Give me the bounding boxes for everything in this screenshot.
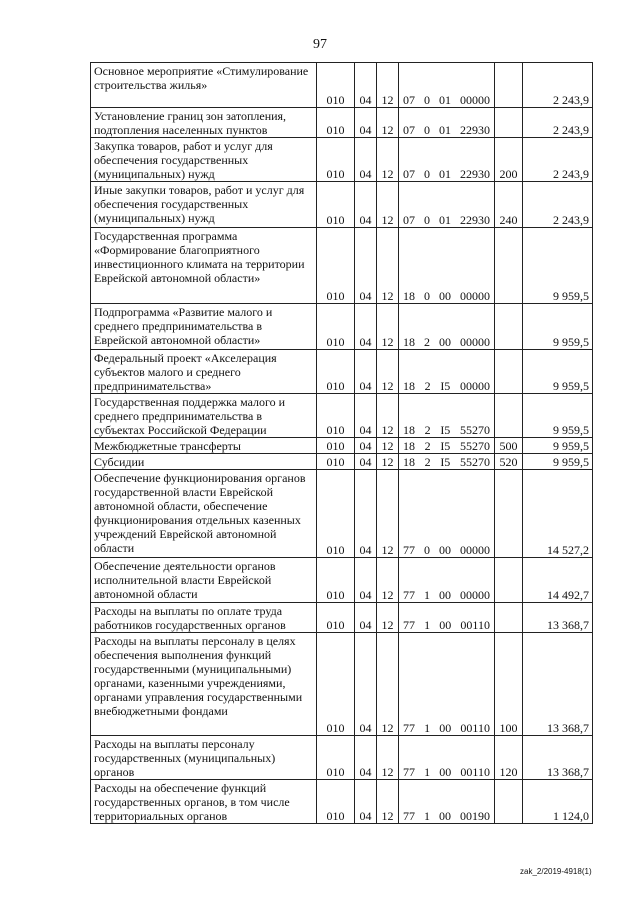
subsection-code-cell: 12 — [377, 603, 399, 633]
table-row — [91, 394, 593, 438]
ministry-code-cell: 010 — [317, 63, 355, 108]
amount-cell: 9 959,5 — [523, 394, 593, 438]
target-article-part: 00 — [439, 809, 451, 823]
target-article-part: 00000 — [460, 335, 490, 349]
target-article-cell — [399, 454, 495, 470]
item-name-cell: Расходы на выплаты персоналу в целях обеспечения выполнения функций государственными (муниципальными) органами, казенными учреждениями, органами управления государственными внебюджетными фондами — [91, 633, 317, 736]
ministry-code-cell: 010 — [317, 394, 355, 438]
subsection-code-cell: 12 — [377, 394, 399, 438]
target-article-cell — [399, 470, 495, 558]
target-article-part: 2 — [424, 439, 431, 453]
ministry-code-cell: 010 — [317, 470, 355, 558]
section-code-cell: 04 — [355, 304, 377, 350]
target-article-code — [401, 588, 492, 602]
ministry-code-cell: 010 — [317, 454, 355, 470]
target-article-part: 07 — [403, 167, 415, 181]
expense-type-cell — [495, 780, 523, 824]
target-article-part: 77 — [403, 721, 415, 735]
section-code-cell: 04 — [355, 603, 377, 633]
ministry-code-cell: 010 — [317, 228, 355, 304]
target-article-part: 01 — [439, 123, 451, 137]
expense-type-cell: 520 — [495, 454, 523, 470]
item-name-cell: Расходы на обеспечение функций государственных органов, в том числе территориальных органов — [91, 780, 317, 824]
amount-cell: 1 124,0 — [523, 780, 593, 824]
section-code-cell: 04 — [355, 228, 377, 304]
section-code-cell: 04 — [355, 394, 377, 438]
table-row — [91, 304, 593, 350]
amount-cell: 9 959,5 — [523, 228, 593, 304]
item-name-cell: Обеспечение функционирования органов государственной власти Еврейской автономной области, обеспечение функционирования отдельных казенных учреждений Еврейской автономной области — [91, 470, 317, 558]
table-row — [91, 736, 593, 780]
target-article-part: 07 — [403, 93, 415, 107]
table-row — [91, 138, 593, 182]
amount-cell: 9 959,5 — [523, 454, 593, 470]
expense-type-cell — [495, 394, 523, 438]
table-row — [91, 350, 593, 394]
target-article-code — [401, 289, 492, 303]
section-code-cell: 04 — [355, 780, 377, 824]
target-article-code — [401, 167, 492, 181]
table-row — [91, 470, 593, 558]
table-row — [91, 603, 593, 633]
table-row — [91, 108, 593, 138]
target-article-part: I5 — [440, 439, 451, 453]
target-article-part: 00000 — [460, 543, 490, 557]
subsection-code-cell: 12 — [377, 63, 399, 108]
target-article-cell — [399, 558, 495, 603]
subsection-code-cell: 12 — [377, 633, 399, 736]
target-article-part: 18 — [403, 439, 415, 453]
target-article-part: 77 — [403, 618, 415, 632]
target-article-part: 00 — [439, 765, 452, 779]
target-article-part: 00000 — [459, 379, 490, 393]
table-row — [91, 454, 593, 470]
target-article-part: 55270 — [459, 439, 490, 453]
target-article-cell — [399, 182, 495, 228]
target-article-part: 18 — [403, 335, 415, 349]
target-article-part: 77 — [403, 809, 415, 823]
amount-cell: 2 243,9 — [523, 63, 593, 108]
expense-type-cell — [495, 63, 523, 108]
item-name-cell: Федеральный проект «Акселерация субъектов малого и среднего предпринимательства» — [91, 350, 317, 394]
target-article-part: 0 — [424, 123, 430, 137]
target-article-cell — [399, 780, 495, 824]
target-article-part: 0 — [424, 93, 430, 107]
section-code-cell: 04 — [355, 470, 377, 558]
budget-table — [90, 62, 593, 824]
item-name-cell: Закупка товаров, работ и услуг для обеспечения государственных (муниципальных) нужд — [91, 138, 317, 182]
section-code-cell: 04 — [355, 558, 377, 603]
target-article-part: 1 — [424, 809, 430, 823]
subsection-code-cell: 12 — [377, 736, 399, 780]
target-article-part: 00 — [439, 289, 451, 303]
target-article-part: 55270 — [459, 423, 490, 437]
subsection-code-cell: 12 — [377, 304, 399, 350]
target-article-part: 55270 — [459, 455, 490, 469]
table-row — [91, 438, 593, 454]
amount-cell: 14 527,2 — [523, 470, 593, 558]
ministry-code-cell: 010 — [317, 350, 355, 394]
expense-type-cell: 240 — [495, 182, 523, 228]
item-name-cell: Основное мероприятие «Стимулирование строительства жилья» — [91, 63, 317, 108]
amount-cell: 13 368,7 — [523, 633, 593, 736]
target-article-part: 00000 — [460, 289, 490, 303]
target-article-code — [401, 423, 492, 437]
ministry-code-cell: 010 — [317, 138, 355, 182]
target-article-part: 0 — [424, 213, 430, 227]
target-article-part: 2 — [424, 335, 430, 349]
target-article-code — [401, 379, 492, 393]
target-article-part: 00 — [439, 618, 452, 632]
section-code-cell: 04 — [355, 108, 377, 138]
target-article-code — [401, 123, 492, 137]
target-article-cell — [399, 394, 495, 438]
amount-cell: 14 492,7 — [523, 558, 593, 603]
item-name-cell: Установление границ зон затопления, подтопления населенных пунктов — [91, 108, 317, 138]
expense-type-cell — [495, 558, 523, 603]
target-article-code — [401, 455, 492, 469]
target-article-code — [401, 809, 492, 823]
ministry-code-cell: 010 — [317, 736, 355, 780]
section-code-cell: 04 — [355, 350, 377, 394]
target-article-part: 1 — [424, 618, 431, 632]
section-code-cell: 04 — [355, 736, 377, 780]
target-article-cell — [399, 736, 495, 780]
target-article-code — [401, 543, 492, 557]
section-code-cell: 04 — [355, 438, 377, 454]
table-row — [91, 780, 593, 824]
target-article-part: 18 — [403, 289, 415, 303]
ministry-code-cell: 010 — [317, 603, 355, 633]
target-article-cell — [399, 603, 495, 633]
target-article-part: 07 — [403, 123, 415, 137]
amount-cell: 9 959,5 — [523, 350, 593, 394]
subsection-code-cell: 12 — [377, 454, 399, 470]
expense-type-cell — [495, 304, 523, 350]
target-article-part: 00000 — [460, 93, 490, 107]
target-article-part: 00 — [439, 543, 451, 557]
subsection-code-cell: 12 — [377, 470, 399, 558]
target-article-cell — [399, 350, 495, 394]
ministry-code-cell: 010 — [317, 304, 355, 350]
amount-cell: 2 243,9 — [523, 108, 593, 138]
document-footer-code: zak_2/2019-4918(1) — [520, 867, 592, 876]
budget-table-body — [91, 63, 593, 824]
amount-cell: 9 959,5 — [523, 304, 593, 350]
item-name-cell: Обеспечение деятельности органов исполнительной власти Еврейской автономной области — [91, 558, 317, 603]
ministry-code-cell: 010 — [317, 108, 355, 138]
target-article-part: 01 — [439, 167, 451, 181]
ministry-code-cell: 010 — [317, 438, 355, 454]
subsection-code-cell: 12 — [377, 558, 399, 603]
amount-cell: 2 243,9 — [523, 138, 593, 182]
target-article-cell — [399, 228, 495, 304]
ministry-code-cell: 010 — [317, 558, 355, 603]
item-name-cell: Межбюджетные трансферты — [91, 438, 317, 454]
target-article-part: 1 — [424, 765, 431, 779]
target-article-cell — [399, 138, 495, 182]
target-article-cell — [399, 438, 495, 454]
target-article-part: 1 — [424, 588, 430, 602]
item-name-cell: Субсидии — [91, 454, 317, 470]
target-article-part: I5 — [440, 423, 451, 437]
target-article-part: 2 — [424, 423, 431, 437]
target-article-part: 1 — [424, 721, 431, 735]
section-code-cell: 04 — [355, 633, 377, 736]
item-name-cell: Расходы на выплаты персоналу государственных (муниципальных) органов — [91, 736, 317, 780]
target-article-part: 77 — [403, 588, 415, 602]
target-article-part: 00110 — [460, 765, 490, 779]
expense-type-cell: 200 — [495, 138, 523, 182]
target-article-part: 07 — [403, 213, 415, 227]
ministry-code-cell: 010 — [317, 182, 355, 228]
table-row — [91, 558, 593, 603]
target-article-part: 00190 — [460, 809, 490, 823]
target-article-part: 00 — [439, 335, 451, 349]
section-code-cell: 04 — [355, 63, 377, 108]
expense-type-cell — [495, 470, 523, 558]
target-article-part: 18 — [403, 455, 415, 469]
target-article-part: 00000 — [460, 588, 490, 602]
target-article-part: I5 — [440, 455, 451, 469]
target-article-part: 22930 — [460, 167, 490, 181]
section-code-cell: 04 — [355, 182, 377, 228]
target-article-part: 22930 — [460, 123, 490, 137]
target-article-part: 22930 — [460, 213, 490, 227]
item-name-cell: Государственная программа «Формирование благоприятного инвестиционного климата на территории Еврейской автономной области» — [91, 228, 317, 304]
target-article-code — [401, 439, 492, 453]
target-article-part: 01 — [439, 93, 451, 107]
subsection-code-cell: 12 — [377, 228, 399, 304]
expense-type-cell — [495, 603, 523, 633]
expense-type-cell — [495, 228, 523, 304]
target-article-part: 0 — [424, 167, 430, 181]
table-row — [91, 63, 593, 108]
item-name-cell: Иные закупки товаров, работ и услуг для обеспечения государственных (муниципальных) нужд — [91, 182, 317, 228]
item-name-cell: Расходы на выплаты по оплате труда работников государственных органов — [91, 603, 317, 633]
table-row — [91, 633, 593, 736]
target-article-part: 00110 — [460, 618, 490, 632]
expense-type-cell: 100 — [495, 633, 523, 736]
subsection-code-cell: 12 — [377, 438, 399, 454]
subsection-code-cell: 12 — [377, 138, 399, 182]
expense-type-cell — [495, 350, 523, 394]
expense-type-cell: 120 — [495, 736, 523, 780]
target-article-part: 0 — [424, 289, 430, 303]
target-article-part: 00110 — [460, 721, 490, 735]
subsection-code-cell: 12 — [377, 182, 399, 228]
subsection-code-cell: 12 — [377, 350, 399, 394]
target-article-part: 2 — [424, 379, 431, 393]
ministry-code-cell: 010 — [317, 633, 355, 736]
target-article-cell — [399, 633, 495, 736]
amount-cell: 13 368,7 — [523, 736, 593, 780]
target-article-code — [401, 721, 492, 735]
target-article-cell — [399, 63, 495, 108]
target-article-cell — [399, 108, 495, 138]
amount-cell: 9 959,5 — [523, 438, 593, 454]
target-article-part: 0 — [424, 543, 430, 557]
target-article-part: 01 — [439, 213, 451, 227]
section-code-cell: 04 — [355, 454, 377, 470]
section-code-cell: 04 — [355, 138, 377, 182]
target-article-part: 00 — [439, 721, 452, 735]
target-article-code — [401, 765, 492, 779]
expense-type-cell: 500 — [495, 438, 523, 454]
target-article-part: 2 — [424, 455, 431, 469]
subsection-code-cell: 12 — [377, 108, 399, 138]
item-name-cell: Подпрограмма «Развитие малого и среднего предпринимательства в Еврейской автономной области» — [91, 304, 317, 350]
target-article-part: 18 — [403, 379, 415, 393]
table-row — [91, 182, 593, 228]
amount-cell: 13 368,7 — [523, 603, 593, 633]
target-article-code — [401, 93, 492, 107]
target-article-code — [401, 213, 492, 227]
target-article-part: 18 — [403, 423, 415, 437]
target-article-code — [401, 335, 492, 349]
ministry-code-cell: 010 — [317, 780, 355, 824]
amount-cell: 2 243,9 — [523, 182, 593, 228]
table-row — [91, 228, 593, 304]
page-number: 97 — [313, 37, 327, 52]
expense-type-cell — [495, 108, 523, 138]
target-article-part: 77 — [403, 765, 415, 779]
subsection-code-cell: 12 — [377, 780, 399, 824]
item-name-cell: Государственная поддержка малого и среднего предпринимательства в субъектах Российской Федерации — [91, 394, 317, 438]
target-article-code — [401, 618, 492, 632]
target-article-part: 77 — [403, 543, 415, 557]
target-article-part: I5 — [440, 379, 451, 393]
target-article-cell — [399, 304, 495, 350]
target-article-part: 00 — [439, 588, 451, 602]
